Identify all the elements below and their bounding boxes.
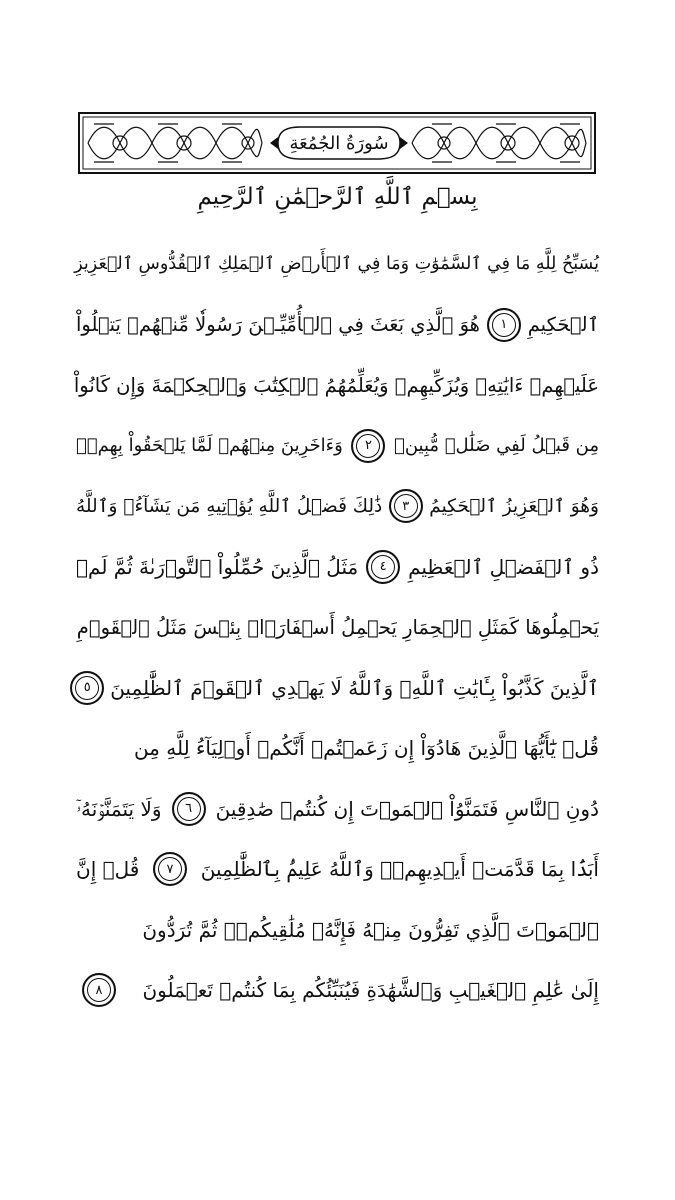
ayah-number-marker: ٧ [153, 852, 187, 886]
line-text: وَءَاخَرِينَ مِنۡهُمۡ لَمَّا يَلۡحَقُواْ بِهِمۡۚ [76, 435, 343, 457]
line-text: أَبَدَۢا بِمَا قَدَّمَتۡ أَيۡدِيهِمۡۚ وَٱللَّهُ عَلِيمُۢ بِٱلظَّٰلِمِينَ [200, 857, 599, 882]
line-text: إِلَىٰ عَٰلِمِ ٱلۡغَيۡبِ وَٱلشَّهَٰدَةِ فَيُنَبِّئُكُم بِمَا كُنتُمۡ تَعۡمَلُونَ [142, 978, 599, 1003]
line-text: وَهُوَ ٱلۡعَزِيزُ ٱلۡحَكِيمُ [429, 495, 599, 517]
text-line [70, 658, 605, 719]
text-line [70, 537, 605, 598]
line-text: ٱلۡحَكِيمِ [527, 313, 599, 337]
ayah-number-marker: ٣ [389, 489, 423, 523]
line-text: مِن قَبۡلُ لَفِي ضَلَٰلٖ مُّبِينٖ [394, 435, 599, 457]
line-text: ذَٰلِكَ فَضۡلُ ٱللَّهِ يُؤۡتِيهِ مَن يَشَآءُۚ وَٱللَّهُ [76, 495, 383, 517]
text-line [70, 416, 605, 477]
text-line [70, 779, 605, 840]
text-line [70, 960, 605, 1021]
verse-lines [70, 234, 605, 1021]
text-line [70, 597, 605, 658]
line-text: دُونِ ٱلنَّاسِ فَتَمَنَّوُاْ ٱلۡمَوۡتَ إِن كُنتُمۡ صَٰدِقِينَ [215, 796, 599, 821]
surah-header [78, 112, 596, 174]
line-text: ذُو ٱلۡفَضۡلِ ٱلۡعَظِيمِ [408, 554, 599, 579]
ayah-number-marker: ٢ [351, 429, 385, 463]
text-line [70, 295, 605, 356]
line-text: ٱلَّذِينَ كَذَّبُواْ بِـَٔايَٰتِ ٱللَّهِۚ وَٱللَّهُ لَا يَهۡدِي ٱلۡقَوۡمَ ٱلظَّٰلِمِينَ [110, 675, 599, 700]
line-text: يُسَبِّحُ لِلَّهِ مَا فِي ٱلسَّمَٰوَٰتِ وَمَا فِي ٱلۡأَرۡضِ ٱلۡمَلِكِ ٱلۡقُدُّوسِ ٱلۡعَزِيزِ [74, 254, 599, 275]
surah-title-cartouche [268, 124, 410, 162]
line-text: قُلۡ إِنَّ [76, 857, 140, 882]
line-text: عَلَيۡهِمۡ ءَايَٰتِهِۦ وَيُزَكِّيهِمۡ وَيُعَلِّمُهُمُ ٱلۡكِتَٰبَ وَٱلۡحِكۡمَةَ وَإِن كَانُواْ [73, 373, 599, 397]
line-text: ٱلۡمَوۡتَ ٱلَّذِي تَفِرُّونَ مِنۡهُ فَإِنَّهُۥ مُلَٰقِيكُمۡۖ ثُمَّ تُرَدُّونَ [142, 917, 599, 942]
line-text: وَلَا يَتَمَنَّوۡنَهُۥٓ [76, 796, 162, 821]
quran-page [70, 100, 605, 1003]
ayah-number-marker: ٨ [82, 973, 116, 1007]
line-text: مَثَلُ ٱلَّذِينَ حُمِّلُواْ ٱلتَّوۡرَىٰةَ ثُمَّ لَمۡ [76, 554, 359, 579]
ayah-number-marker: ٥ [70, 671, 104, 705]
ayah-number-marker: ٦ [172, 792, 206, 826]
text-line [70, 476, 605, 537]
text-line [70, 355, 605, 416]
line-text: هُوَ ٱلَّذِي بَعَثَ فِي ٱلۡأُمِّيِّـۧنَ رَسُولٗا مِّنۡهُمۡ يَتۡلُواْ [76, 313, 480, 337]
line-text: يَحۡمِلُوهَا كَمَثَلِ ٱلۡحِمَارِ يَحۡمِلُ أَسۡفَارَۢاۚ بِئۡسَ مَثَلُ ٱلۡقَوۡمِ [76, 615, 599, 639]
surah-title: سُورَةُ الجُمُعَةِ [289, 132, 389, 154]
ayah-number-marker: ٤ [366, 550, 400, 584]
text-line [70, 234, 605, 295]
ayah-number-marker: ١ [487, 308, 521, 342]
line-text: قُلۡ يَٰٓأَيُّهَا ٱلَّذِينَ هَادُوٓاْ إِن زَعَمۡتُمۡ أَنَّكُمۡ أَوۡلِيَآءُ لِلَّهِ مِن [133, 736, 599, 761]
text-line [70, 839, 605, 900]
basmala: بِسۡمِ ٱللَّهِ ٱلرَّحۡمَٰنِ ٱلرَّحِيمِ [197, 184, 478, 210]
text-line [70, 900, 605, 961]
text-line [70, 718, 605, 779]
